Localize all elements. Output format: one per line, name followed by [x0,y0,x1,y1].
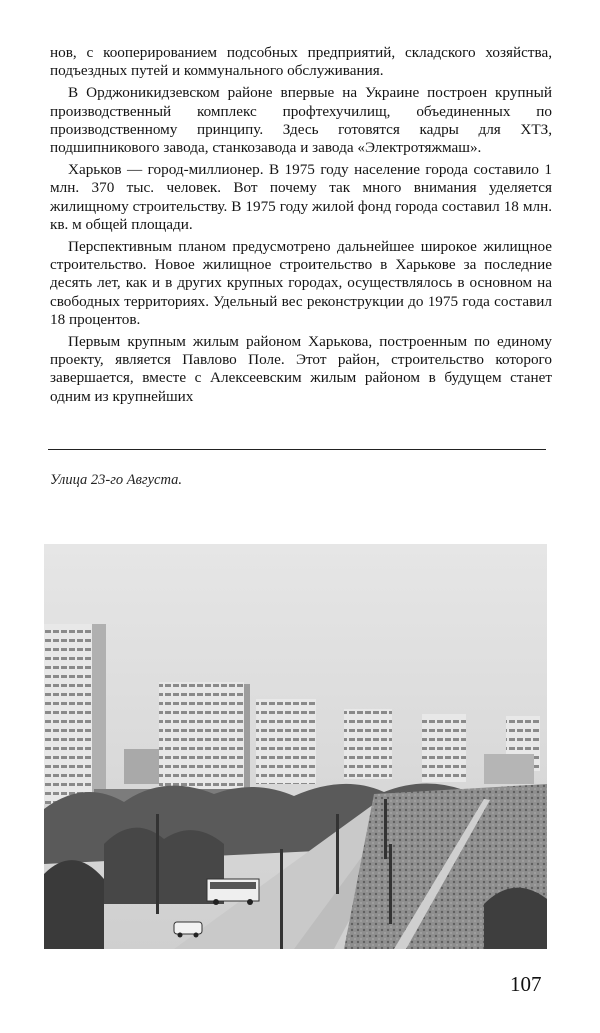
street-photo [44,544,547,949]
photo-caption: Улица 23-го Августа. [50,472,182,488]
paragraph-4: Перспективным планом предусмотрено дальнейшее широкое жилищное строительство. Новое жилищное строительство в Харькове за последние десять лет, как и в других крупных городах, осуществлялось в основном на свободных территориях. Удельный вес реконструкции до 1975 года составил 18 процентов. [50,238,552,328]
paragraph-2: В Орджоникидзевском районе впервые на Украине построен крупный производственный комплекс профтехучилищ, объединенных по производственному принципу. Здесь готовятся кадры для ХТЗ, подшипникового завода, станкозавода и завода «Электротяжмаш». [50,84,552,157]
page-number: 107 [510,972,542,996]
section-divider [48,449,546,450]
street-photo-illustration [44,544,547,949]
paragraph-3: Харьков — город-миллионер. В 1975 году население города составило 1 млн. 370 тыс. человек. Вот почему так много внимания уделяется жилищному строительству. В 1975 году жилой фонд города составил 18 млн. кв. м общей площади. [50,161,552,233]
paragraph-1: нов, с кооперированием подсобных предприятий, складского хозяйства, подъездных путей и коммунального обслуживания. [50,44,552,80]
paragraph-5: Первым крупным жилым районом Харькова, построенным по единому проекту, является Павлово Поле. Этот район, строительство которого завершается, вместе с Алексеевским жилым районом в будущем станет одним из крупнейших [50,333,552,405]
body-text [50,44,552,410]
